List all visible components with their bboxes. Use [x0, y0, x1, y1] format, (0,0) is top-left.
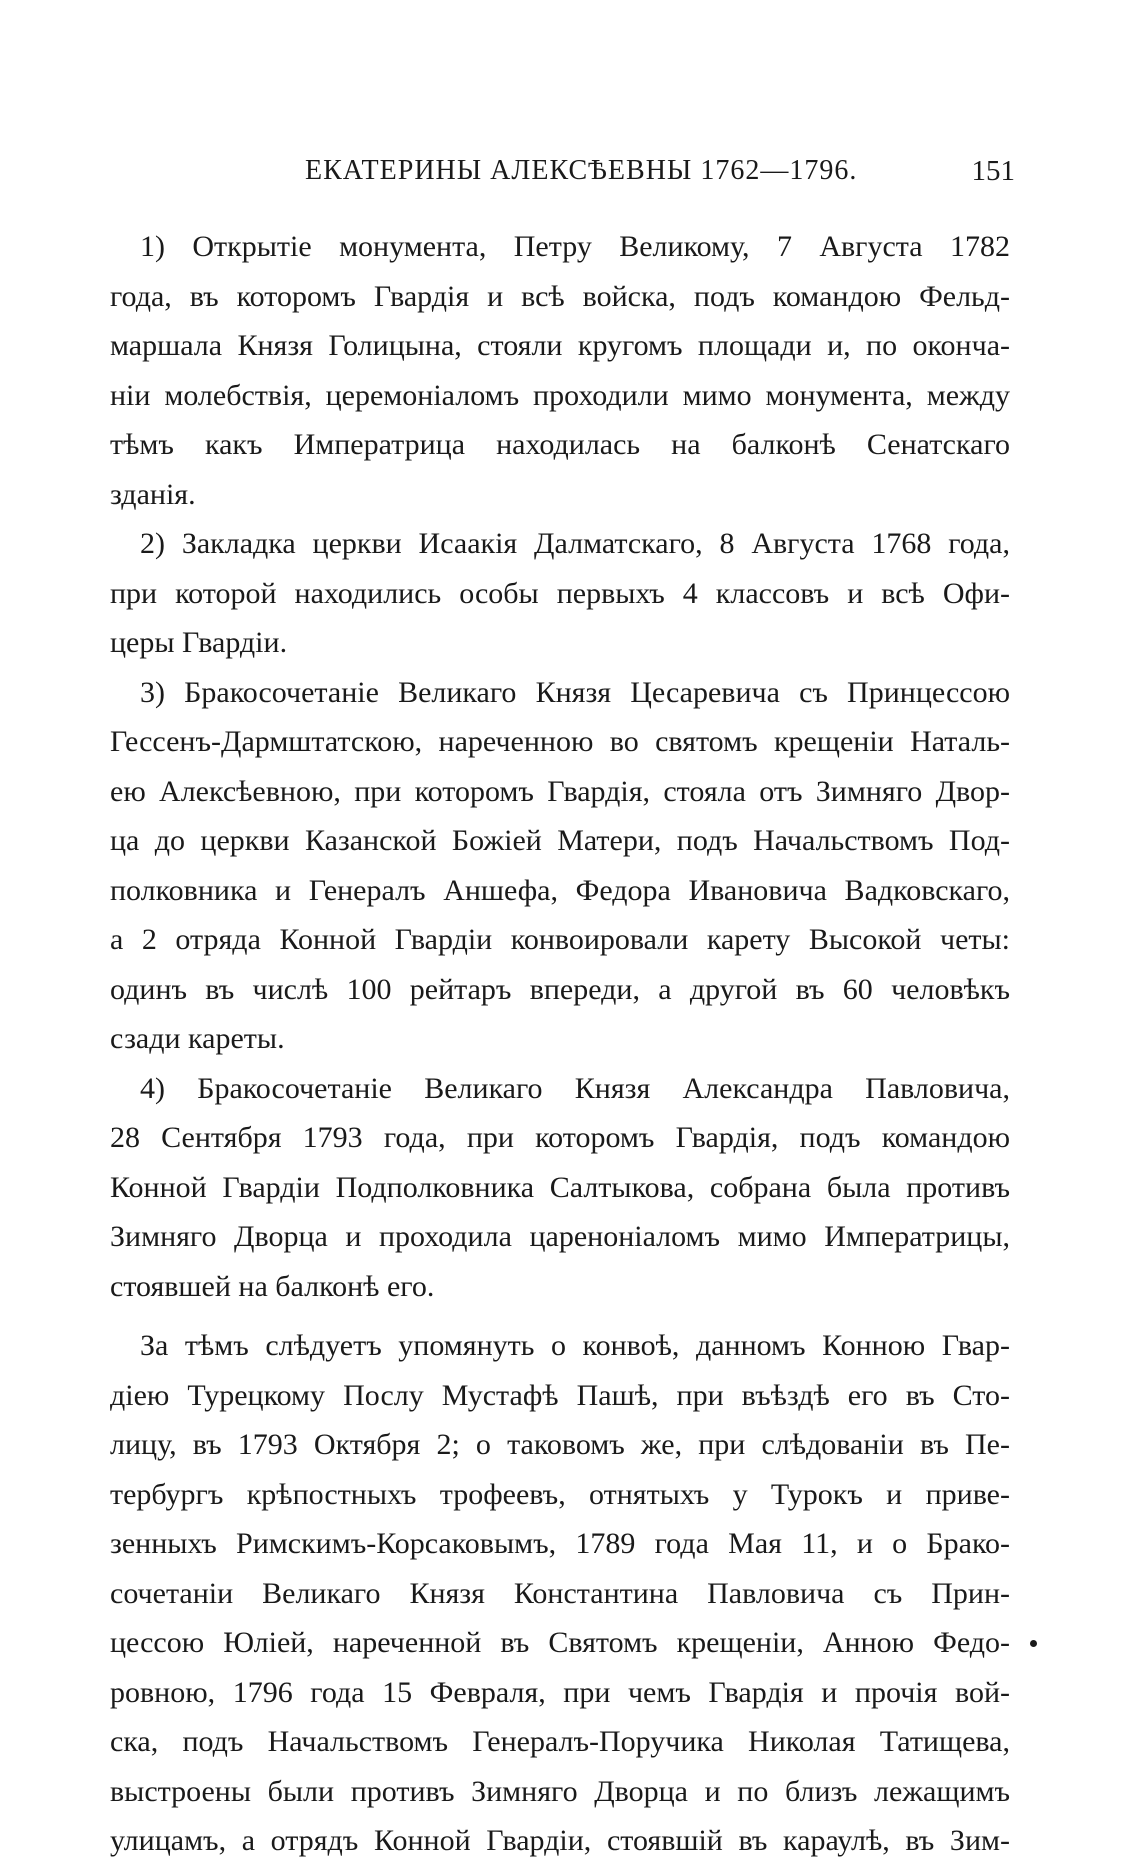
body-text — [110, 222, 1010, 1866]
text-line: За тѣмъ слѣдуетъ упомянуть о конвоѣ, данномъ Конною Гвар- — [140, 1329, 1010, 1362]
running-head — [115, 155, 1015, 195]
paragraph-2 — [110, 519, 1010, 668]
text-line: 3) Бракосочетаніе Великаго Князя Цесаревича съ Принцессою — [140, 675, 1010, 709]
text-line: тѣмъ какъ Императрица находилась на балконѣ Сенатскаго — [110, 428, 1010, 461]
text-line: сочетаніи Великаго Князя Константина Павловича съ Прин- — [110, 1576, 1010, 1610]
text-line: а 2 отряда Конной Гвардіи конвоировали карету Высокой четы: — [110, 923, 1010, 956]
paragraph-4 — [110, 1064, 1010, 1312]
text-line: маршала Князя Голицына, стояли кругомъ площади и, по оконча- — [110, 329, 1010, 362]
text-line: выстроены были противъ Зимняго Дворца и по близъ лежащимъ — [110, 1774, 1010, 1808]
text-line: зенныхъ Римскимъ-Корсаковымъ, 1789 года Мая 11, и о Брако- — [110, 1527, 1010, 1560]
text-line: Гессенъ-Дармштатскою, нареченною во святомъ крещеніи Наталь- — [110, 725, 1010, 758]
text-line: лицу, въ 1793 Октября 2; о таковомъ же, при слѣдованіи въ Пе- — [110, 1428, 1010, 1461]
text-line: цессою Юліей, нареченной въ Святомъ крещеніи, Анною Федо- — [110, 1626, 1010, 1659]
paragraph-3 — [110, 668, 1010, 1064]
text-line: тербургъ крѣпостныхъ трофеевъ, отнятыхъ у Турокъ и приве- — [110, 1477, 1010, 1511]
text-line: 1) Открытіе монумента, Петру Великому, 7 Августа 1782 — [140, 230, 1010, 263]
text-line: ею Алексѣевною, при которомъ Гвардія, стояла отъ Зимняго Двор- — [110, 774, 1010, 808]
text-line: діею Турецкому Послу Мустафѣ Пашѣ, при въѣздѣ его въ Сто- — [110, 1378, 1010, 1412]
text-line: церы Гвардіи. — [110, 626, 288, 659]
text-line: года, въ которомъ Гвардія и всѣ войска, подъ командою Фельд- — [110, 279, 1010, 313]
page-number: 151 — [971, 155, 1015, 187]
margin-ink-dot — [1030, 1640, 1037, 1647]
text-line: одинъ въ числѣ 100 рейтаръ впереди, а другой въ 60 человѣкъ — [110, 972, 1010, 1006]
paragraph-1 — [110, 222, 1010, 519]
text-line: 2) Закладка церкви Исаакія Далматскаго, 8 Августа 1768 года, — [140, 527, 1010, 560]
text-line: сзади кареты. — [110, 1022, 285, 1055]
text-line: 4) Бракосочетаніе Великаго Князя Александра Павловича, — [140, 1071, 1010, 1105]
running-title: ЕКАТЕРИНЫ АЛЕКСѢЕВНЫ 1762—1796. — [305, 155, 858, 186]
text-line: при которой находились особы первыхъ 4 классовъ и всѣ Офи- — [110, 576, 1010, 610]
text-line: ца до церкви Казанской Божіей Матери, подъ Начальствомъ Под- — [110, 824, 1010, 857]
text-line: ніи молебствія, церемоніаломъ проходили мимо монумента, между — [110, 378, 1010, 412]
paragraph-5 — [110, 1321, 1010, 1866]
text-line: стоявшей на балконѣ его. — [110, 1269, 435, 1303]
text-line: ска, подъ Начальствомъ Генералъ-Поручика Николая Татищева, — [110, 1725, 1010, 1758]
text-line: зданія. — [110, 477, 196, 511]
text-line: ровною, 1796 года 15 Февраля, при чемъ Гвардія и прочія вой- — [110, 1675, 1010, 1709]
text-line: Зимняго Дворца и проходила цареноніаломъ мимо Императрицы, — [110, 1220, 1010, 1253]
text-line: улицамъ, а отрядъ Конной Гвардіи, стоявшій въ караулѣ, въ Зим- — [110, 1824, 1010, 1857]
text-line: полковника и Генералъ Аншефа, Федора Ивановича Вадковскаго, — [110, 873, 1010, 907]
text-line: Конной Гвардіи Подполковника Салтыкова, собрана была противъ — [110, 1170, 1010, 1204]
text-line: 28 Сентября 1793 года, при которомъ Гвардія, подъ командою — [110, 1121, 1010, 1154]
paragraph-gap — [110, 1311, 1010, 1321]
